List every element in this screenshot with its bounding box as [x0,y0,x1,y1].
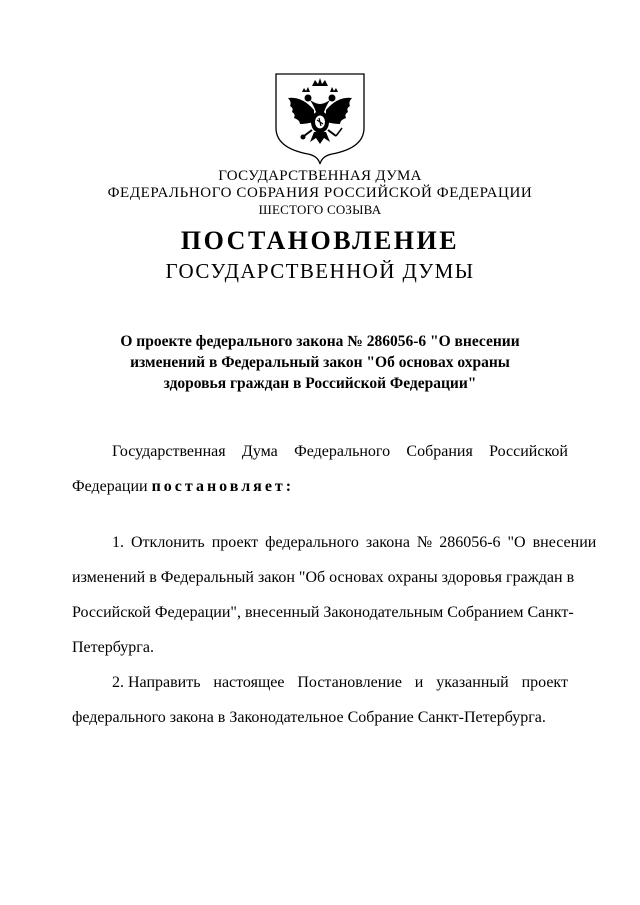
preamble-federation: Федерации [72,478,148,495]
item2-word: 2. Направить [112,674,201,691]
org-line-2: ФЕДЕРАЛЬНОГО СОБРАНИЯ РОССИЙСКОЙ ФЕДЕРАЦИИ [107,185,533,201]
item2-word: Постановление [297,674,402,691]
convocation: ШЕСТОГО СОЗЫВА [258,202,382,217]
org-line-1: ГОСУДАРСТВЕННАЯ ДУМА [218,168,422,184]
subject-line-3: здоровья граждан в Российской Федерации" [163,375,477,392]
item2-line-1 [112,674,568,692]
item1-line-1: 1. Отклонить проект федерального закона № 286056-6 "О внесении [112,534,597,551]
document-subject [0,331,640,394]
decree-word: постановляет: [151,478,295,495]
preamble-word: Российской [489,443,568,460]
subject-line-2: изменений в Федеральный закон "Об основах охраны [130,354,510,371]
preamble-word: Федерального [294,443,391,460]
preamble-line-2 [72,478,294,496]
document-subtitle: ГОСУДАРСТВЕННОЙ ДУМЫ [165,259,475,283]
preamble-word: Собрания [406,443,473,460]
item2-line-2: федерального закона в Законодательное Собрание Санкт-Петербурга. [72,709,546,726]
preamble-word: Дума [241,443,278,460]
item1-line-4: Петербурга. [72,639,154,656]
item1-line-3: Российской Федерации", внесенный Законодательным Собранием Санкт- [72,604,574,621]
item1-line-2: изменений в Федеральный закон "Об основах охраны здоровья граждан в [72,569,575,586]
item2-word: указанный [436,674,509,691]
document-title: ПОСТАНОВЛЕНИЕ [180,226,460,255]
russian-coat-of-arms-icon [272,72,368,166]
item2-word: настоящее [213,674,285,691]
preamble-word: Государственная [112,443,226,460]
item2-word: проект [521,674,568,691]
preamble-line-1 [112,443,568,461]
subject-line-1: О проекте федерального закона № 286056-6 "О внесении [120,333,520,350]
item2-word: и [414,674,424,691]
